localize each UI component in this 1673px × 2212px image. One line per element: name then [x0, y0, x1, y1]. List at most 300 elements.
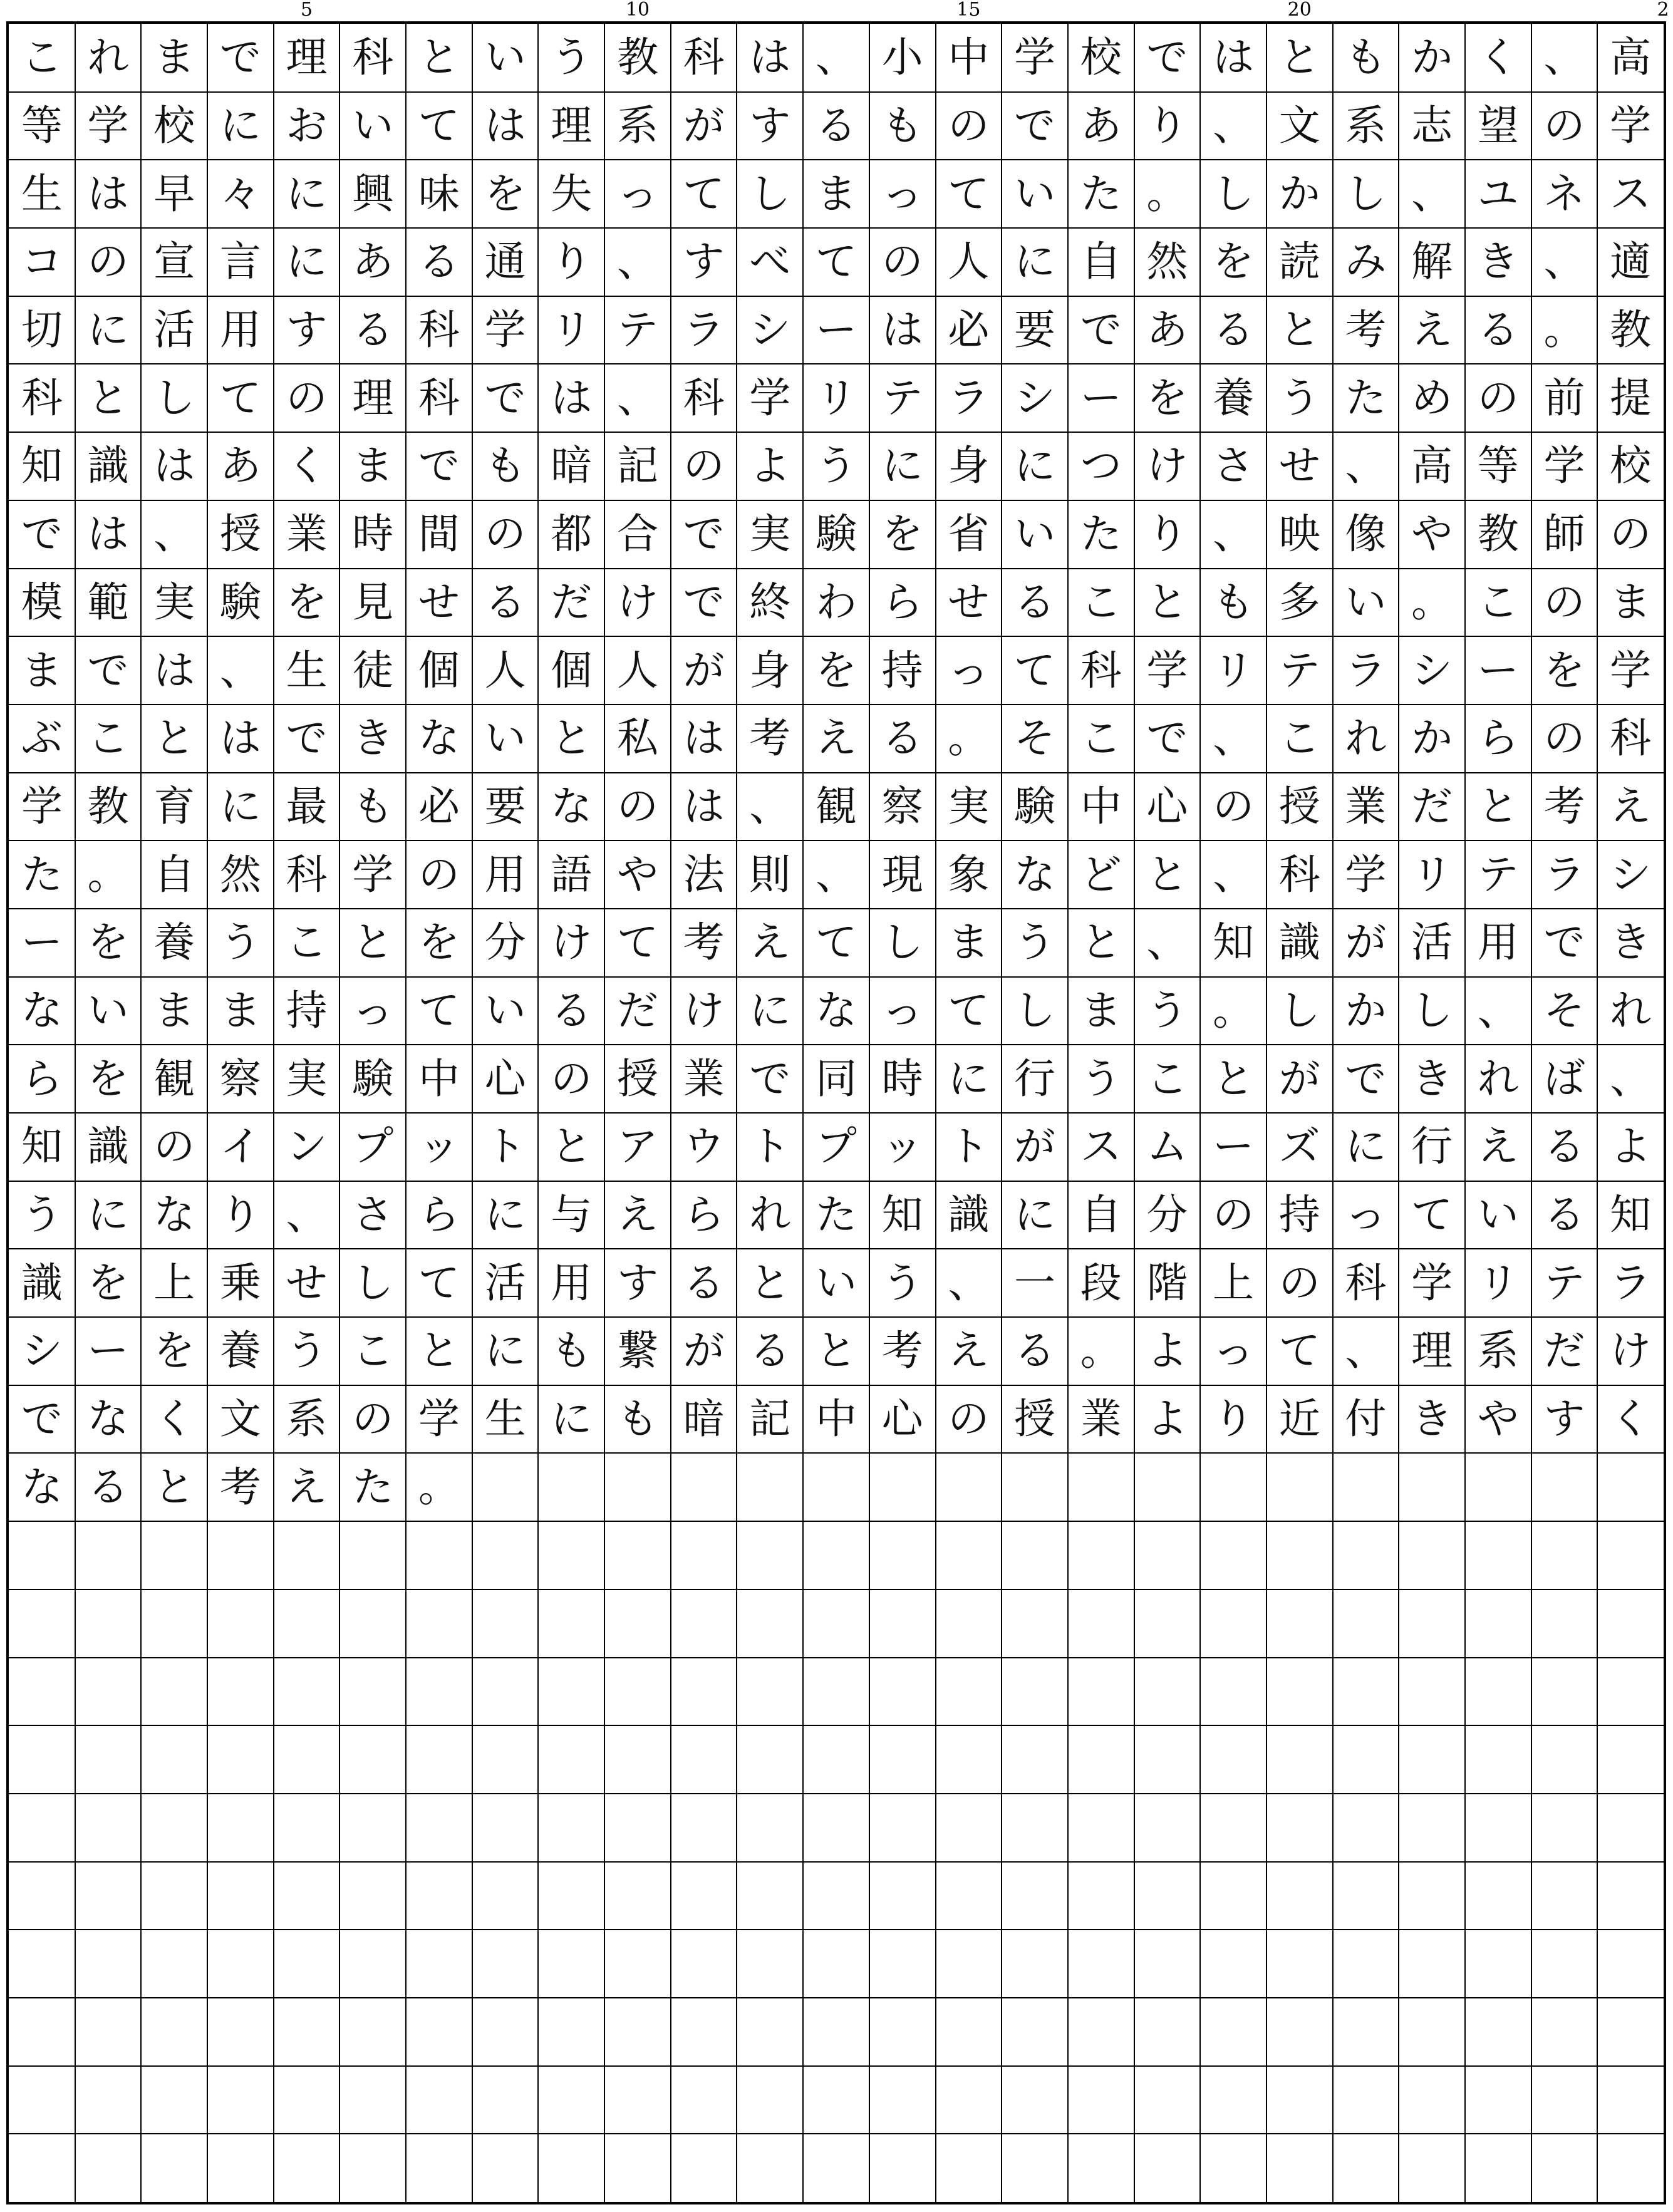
- manuscript-cell-char: に: [286, 169, 328, 218]
- manuscript-cell-char: ら: [683, 1191, 725, 1239]
- manuscript-cell-char: う: [219, 918, 261, 967]
- manuscript-cell-char: 、: [286, 1191, 328, 1239]
- column-number-5: 5: [301, 0, 313, 21]
- manuscript-cell-char: 考: [1345, 306, 1387, 354]
- manuscript-cell-char: こ: [87, 714, 129, 763]
- manuscript-cell-char: に: [219, 101, 261, 150]
- manuscript-cell-char: テ: [616, 306, 658, 354]
- manuscript-cell-char: 識: [87, 442, 129, 490]
- manuscript-cell-char: ー: [21, 918, 63, 967]
- manuscript-cell-char: べ: [749, 237, 791, 286]
- manuscript-cell-char: る: [1213, 306, 1255, 354]
- manuscript-cell-char: た: [1080, 510, 1122, 559]
- manuscript-cell-char: 校: [1610, 442, 1652, 490]
- manuscript-cell-char: 早: [153, 169, 195, 218]
- manuscript-cell-char: 上: [153, 1258, 195, 1307]
- manuscript-cell-char: こ: [1278, 714, 1320, 763]
- manuscript-cell-char: 付: [1345, 1395, 1387, 1444]
- manuscript-cell-char: な: [418, 714, 460, 763]
- manuscript-cell-char: 範: [87, 577, 129, 626]
- manuscript-cell-char: う: [1146, 986, 1188, 1035]
- manuscript-cell-char: い: [1477, 1191, 1519, 1239]
- manuscript-cell-char: で: [1146, 714, 1188, 763]
- manuscript-cell-char: し: [881, 918, 923, 967]
- manuscript-cell-char: ラ: [1543, 850, 1585, 899]
- manuscript-cell-char: 、: [1345, 442, 1387, 490]
- manuscript-cell-char: 法: [683, 850, 725, 899]
- manuscript-cell-char: 、: [1213, 101, 1255, 150]
- manuscript-cell-char: る: [352, 306, 394, 354]
- manuscript-cell-char: 味: [418, 169, 460, 218]
- manuscript-cell-char: 高: [1411, 442, 1453, 490]
- manuscript-cell-char: 人: [616, 646, 658, 695]
- manuscript-cell-char: 合: [616, 510, 658, 559]
- manuscript-cell-char: 行: [1014, 1054, 1056, 1103]
- manuscript-cell-char: 読: [1278, 237, 1320, 286]
- manuscript-cell-char: 養: [219, 1326, 261, 1375]
- manuscript-cell-char: だ: [616, 986, 658, 1035]
- manuscript-cell-char: こ: [21, 33, 63, 82]
- manuscript-cell-char: リ: [551, 306, 593, 354]
- grid-row-line: [9, 1657, 1664, 1658]
- manuscript-cell-char: た: [1080, 169, 1122, 218]
- manuscript-cell-char: み: [1345, 237, 1387, 286]
- manuscript-cell-char: る: [1477, 306, 1519, 354]
- manuscript-cell-char: こ: [1080, 577, 1122, 626]
- manuscript-cell-char: は: [881, 306, 923, 354]
- manuscript-cell-char: に: [881, 442, 923, 490]
- manuscript-cell-char: 然: [219, 850, 261, 899]
- manuscript-cell-char: い: [1014, 510, 1056, 559]
- manuscript-cell-char: ス: [1080, 1122, 1122, 1171]
- manuscript-cell-char: 実: [153, 577, 195, 626]
- manuscript-cell-char: 識: [87, 1122, 129, 1171]
- manuscript-cell-char: が: [1345, 918, 1387, 967]
- manuscript-cell-char: ラ: [1610, 1258, 1652, 1307]
- column-number-20: 20: [1287, 0, 1312, 21]
- manuscript-cell-char: と: [1213, 1054, 1255, 1103]
- manuscript-cell-char: ト: [749, 1122, 791, 1171]
- manuscript-cell-char: 段: [1080, 1258, 1122, 1307]
- manuscript-cell-char: で: [418, 442, 460, 490]
- manuscript-cell-char: 文: [219, 1395, 261, 1444]
- manuscript-cell-char: 、: [1477, 986, 1519, 1035]
- manuscript-cell-char: と: [1477, 782, 1519, 830]
- manuscript-cell-char: ー: [815, 306, 857, 354]
- manuscript-cell-char: と: [1146, 577, 1188, 626]
- manuscript-cell-char: ま: [153, 986, 195, 1035]
- manuscript-cell-char: リ: [1411, 850, 1453, 899]
- manuscript-cell-char: 校: [1080, 33, 1122, 82]
- manuscript-cell-char: ら: [21, 1054, 63, 1103]
- manuscript-cell-char: た: [352, 1462, 394, 1511]
- manuscript-cell-char: 学: [1543, 442, 1585, 490]
- manuscript-cell-char: 識: [1278, 918, 1320, 967]
- manuscript-cell-char: 。: [948, 714, 990, 763]
- manuscript-cell-char: ま: [21, 646, 63, 695]
- manuscript-cell-char: 人: [948, 237, 990, 286]
- manuscript-cell-char: 実: [948, 782, 990, 830]
- manuscript-cell-char: と: [153, 714, 195, 763]
- manuscript-cell-char: 中: [418, 1054, 460, 1103]
- manuscript-cell-char: い: [484, 33, 526, 82]
- manuscript-cell-char: 心: [484, 1054, 526, 1103]
- manuscript-cell-char: を: [87, 918, 129, 967]
- genkou-grid: [6, 21, 1666, 2204]
- manuscript-cell-char: 行: [1411, 1122, 1453, 1171]
- manuscript-cell-char: 則: [749, 850, 791, 899]
- manuscript-cell-char: な: [153, 1191, 195, 1239]
- manuscript-cell-char: こ: [1080, 714, 1122, 763]
- manuscript-cell-char: 学: [21, 782, 63, 830]
- manuscript-cell-char: け: [616, 577, 658, 626]
- manuscript-cell-char: や: [616, 850, 658, 899]
- manuscript-cell-char: を: [484, 169, 526, 218]
- manuscript-cell-char: き: [1477, 237, 1519, 286]
- manuscript-cell-char: 最: [286, 782, 328, 830]
- manuscript-cell-char: 心: [1146, 782, 1188, 830]
- manuscript-cell-char: 終: [749, 577, 791, 626]
- manuscript-cell-char: 察: [219, 1054, 261, 1103]
- manuscript-cell-char: す: [286, 306, 328, 354]
- manuscript-cell-char: に: [1014, 237, 1056, 286]
- manuscript-cell-char: 知: [1610, 1191, 1652, 1239]
- manuscript-cell-char: 、: [1610, 1054, 1652, 1103]
- manuscript-cell-char: 学: [1610, 101, 1652, 150]
- manuscript-cell-char: 要: [484, 782, 526, 830]
- manuscript-cell-char: 個: [551, 646, 593, 695]
- manuscript-cell-char: な: [551, 782, 593, 830]
- manuscript-cell-char: 省: [948, 510, 990, 559]
- manuscript-cell-char: ば: [1543, 1054, 1585, 1103]
- manuscript-cell-char: く: [153, 1395, 195, 1444]
- manuscript-cell-char: 小: [881, 33, 923, 82]
- manuscript-cell-char: え: [948, 1326, 990, 1375]
- manuscript-cell-char: え: [1411, 306, 1453, 354]
- manuscript-cell-char: り: [1146, 510, 1188, 559]
- manuscript-cell-char: と: [1278, 33, 1320, 82]
- manuscript-cell-char: の: [87, 237, 129, 286]
- manuscript-cell-char: う: [1278, 373, 1320, 422]
- manuscript-cell-char: つ: [1080, 442, 1122, 490]
- manuscript-cell-char: 科: [683, 373, 725, 422]
- manuscript-cell-char: ト: [948, 1122, 990, 1171]
- manuscript-cell-char: る: [683, 1258, 725, 1307]
- manuscript-cell-char: 活: [1411, 918, 1453, 967]
- manuscript-cell-char: う: [21, 1191, 63, 1239]
- column-number-10: 10: [625, 0, 650, 21]
- manuscript-cell-char: 学: [1411, 1258, 1453, 1307]
- manuscript-cell-char: が: [1014, 1122, 1056, 1171]
- manuscript-cell-char: で: [683, 577, 725, 626]
- manuscript-cell-char: て: [219, 373, 261, 422]
- manuscript-cell-char: だ: [551, 577, 593, 626]
- manuscript-cell-char: 提: [1610, 373, 1652, 422]
- manuscript-cell-char: な: [21, 1462, 63, 1511]
- manuscript-cell-char: て: [815, 918, 857, 967]
- manuscript-cell-char: い: [1345, 577, 1387, 626]
- manuscript-cell-char: 科: [1278, 850, 1320, 899]
- manuscript-cell-char: ズ: [1278, 1122, 1320, 1171]
- manuscript-cell-char: よ: [749, 442, 791, 490]
- manuscript-cell-char: 知: [21, 442, 63, 490]
- manuscript-cell-char: の: [1278, 1258, 1320, 1307]
- manuscript-cell-char: や: [1411, 510, 1453, 559]
- manuscript-cell-char: の: [352, 1395, 394, 1444]
- manuscript-cell-char: 科: [286, 850, 328, 899]
- manuscript-cell-char: テ: [881, 373, 923, 422]
- manuscript-cell-char: 失: [551, 169, 593, 218]
- manuscript-cell-char: て: [418, 986, 460, 1035]
- manuscript-cell-char: う: [286, 1326, 328, 1375]
- manuscript-cell-char: 学: [484, 306, 526, 354]
- manuscript-cell-char: 、: [219, 646, 261, 695]
- manuscript-cell-char: り: [551, 237, 593, 286]
- manuscript-cell-char: ッ: [881, 1122, 923, 1171]
- manuscript-cell-char: わ: [815, 577, 857, 626]
- manuscript-cell-char: 学: [749, 373, 791, 422]
- grid-row-line: [9, 1929, 1664, 1930]
- manuscript-cell-char: プ: [352, 1122, 394, 1171]
- manuscript-cell-char: 、: [948, 1258, 990, 1307]
- manuscript-cell-char: な: [815, 986, 857, 1035]
- manuscript-cell-char: も: [616, 1395, 658, 1444]
- manuscript-cell-char: て: [616, 918, 658, 967]
- manuscript-cell-char: 。: [418, 1462, 460, 1511]
- manuscript-cell-char: る: [87, 1462, 129, 1511]
- manuscript-cell-char: シ: [1014, 373, 1056, 422]
- manuscript-cell-char: っ: [616, 169, 658, 218]
- manuscript-cell-char: 、: [1213, 850, 1255, 899]
- manuscript-cell-char: プ: [815, 1122, 857, 1171]
- manuscript-cell-char: て: [418, 1258, 460, 1307]
- manuscript-cell-char: 業: [1345, 782, 1387, 830]
- manuscript-cell-char: 、: [815, 33, 857, 82]
- manuscript-cell-char: 記: [749, 1395, 791, 1444]
- manuscript-cell-char: 切: [21, 306, 63, 354]
- manuscript-cell-char: ラ: [683, 306, 725, 354]
- manuscript-cell-char: と: [815, 1326, 857, 1375]
- manuscript-cell-char: 自: [1080, 237, 1122, 286]
- manuscript-cell-char: ラ: [1345, 646, 1387, 695]
- manuscript-cell-char: 。: [1080, 1326, 1122, 1375]
- grid-row-line: [9, 1793, 1664, 1794]
- manuscript-cell-char: あ: [352, 237, 394, 286]
- manuscript-cell-char: 身: [749, 646, 791, 695]
- manuscript-cell-char: ら: [881, 577, 923, 626]
- manuscript-cell-char: 分: [484, 918, 526, 967]
- manuscript-cell-char: 中: [1080, 782, 1122, 830]
- manuscript-cell-char: の: [1543, 577, 1585, 626]
- manuscript-cell-char: る: [1543, 1191, 1585, 1239]
- manuscript-cell-char: は: [87, 510, 129, 559]
- manuscript-cell-char: 系: [286, 1395, 328, 1444]
- manuscript-cell-char: 言: [219, 237, 261, 286]
- manuscript-cell-char: の: [1543, 101, 1585, 150]
- manuscript-cell-char: は: [749, 33, 791, 82]
- manuscript-cell-char: 、: [1345, 1326, 1387, 1375]
- manuscript-cell-char: し: [153, 373, 195, 422]
- manuscript-cell-char: 験: [815, 510, 857, 559]
- manuscript-cell-char: と: [153, 1462, 195, 1511]
- manuscript-cell-char: で: [1345, 1054, 1387, 1103]
- manuscript-cell-char: っ: [881, 986, 923, 1035]
- manuscript-cell-char: ま: [815, 169, 857, 218]
- manuscript-cell-char: ム: [1146, 1122, 1188, 1171]
- manuscript-cell-char: 。: [1543, 306, 1585, 354]
- manuscript-cell-char: 授: [616, 1054, 658, 1103]
- manuscript-cell-char: く: [1477, 33, 1519, 82]
- manuscript-cell-char: 用: [1477, 918, 1519, 967]
- manuscript-cell-char: さ: [1213, 442, 1255, 490]
- manuscript-cell-char: る: [881, 714, 923, 763]
- manuscript-cell-char: 科: [21, 373, 63, 422]
- manuscript-cell-char: え: [1610, 782, 1652, 830]
- manuscript-cell-char: は: [484, 101, 526, 150]
- manuscript-cell-char: ユ: [1477, 169, 1519, 218]
- manuscript-cell-char: の: [1543, 714, 1585, 763]
- manuscript-cell-char: 等: [1477, 442, 1519, 490]
- manuscript-cell-char: も: [484, 442, 526, 490]
- manuscript-cell-char: 活: [484, 1258, 526, 1307]
- manuscript-cell-char: め: [1411, 373, 1453, 422]
- manuscript-cell-char: 徒: [352, 646, 394, 695]
- manuscript-cell-char: せ: [418, 577, 460, 626]
- manuscript-cell-char: れ: [87, 33, 129, 82]
- manuscript-cell-char: に: [948, 1054, 990, 1103]
- manuscript-cell-char: 科: [1345, 1258, 1387, 1307]
- manuscript-cell-char: は: [683, 782, 725, 830]
- manuscript-cell-char: 用: [219, 306, 261, 354]
- manuscript-cell-char: を: [881, 510, 923, 559]
- manuscript-cell-char: 、: [1411, 169, 1453, 218]
- manuscript-cell-char: て: [815, 237, 857, 286]
- manuscript-cell-char: と: [749, 1258, 791, 1307]
- manuscript-cell-char: 。: [87, 850, 129, 899]
- manuscript-cell-char: 業: [286, 510, 328, 559]
- manuscript-cell-char: だ: [1411, 782, 1453, 830]
- manuscript-cell-char: 校: [153, 101, 195, 150]
- manuscript-cell-char: と: [418, 1326, 460, 1375]
- manuscript-cell-char: を: [1146, 373, 1188, 422]
- manuscript-cell-char: る: [551, 986, 593, 1035]
- manuscript-cell-char: 、: [1543, 237, 1585, 286]
- manuscript-cell-char: の: [153, 1122, 195, 1171]
- manuscript-cell-char: 必: [418, 782, 460, 830]
- manuscript-cell-char: え: [286, 1462, 328, 1511]
- manuscript-cell-char: と: [551, 1122, 593, 1171]
- manuscript-cell-char: ぶ: [21, 714, 63, 763]
- manuscript-cell-char: れ: [1610, 986, 1652, 1035]
- manuscript-cell-char: の: [881, 237, 923, 286]
- manuscript-cell-char: に: [749, 986, 791, 1035]
- manuscript-cell-char: 、: [616, 237, 658, 286]
- manuscript-cell-char: の: [1213, 782, 1255, 830]
- manuscript-cell-char: を: [418, 918, 460, 967]
- manuscript-cell-char: 学: [1345, 850, 1387, 899]
- manuscript-cell-char: 志: [1411, 101, 1453, 150]
- manuscript-cell-char: 与: [551, 1191, 593, 1239]
- column-number-15: 15: [956, 0, 981, 21]
- manuscript-cell-char: も: [881, 101, 923, 150]
- manuscript-cell-char: の: [418, 850, 460, 899]
- manuscript-cell-char: 生: [286, 646, 328, 695]
- manuscript-cell-char: 、: [749, 782, 791, 830]
- manuscript-cell-char: 科: [352, 33, 394, 82]
- manuscript-cell-char: に: [484, 1191, 526, 1239]
- manuscript-cell-char: い: [484, 986, 526, 1035]
- manuscript-cell-char: 宣: [153, 237, 195, 286]
- manuscript-cell-char: 教: [1477, 510, 1519, 559]
- manuscript-cell-char: れ: [1345, 714, 1387, 763]
- manuscript-cell-char: で: [749, 1054, 791, 1103]
- manuscript-cell-char: な: [1014, 850, 1056, 899]
- manuscript-cell-char: 知: [1213, 918, 1255, 967]
- manuscript-cell-char: を: [815, 646, 857, 695]
- manuscript-cell-char: と: [87, 373, 129, 422]
- manuscript-cell-char: き: [352, 714, 394, 763]
- manuscript-cell-char: る: [815, 101, 857, 150]
- manuscript-cell-char: に: [87, 1191, 129, 1239]
- manuscript-cell-char: 知: [881, 1191, 923, 1239]
- manuscript-cell-char: 教: [616, 33, 658, 82]
- manuscript-cell-char: さ: [352, 1191, 394, 1239]
- manuscript-cell-char: っ: [948, 646, 990, 695]
- manuscript-cell-char: 等: [21, 101, 63, 150]
- manuscript-cell-char: る: [484, 577, 526, 626]
- manuscript-cell-char: が: [683, 1326, 725, 1375]
- manuscript-cell-char: ー: [87, 1326, 129, 1375]
- manuscript-cell-char: よ: [1146, 1326, 1188, 1375]
- manuscript-cell-char: シ: [21, 1326, 63, 1375]
- manuscript-cell-char: い: [815, 1258, 857, 1307]
- manuscript-cell-char: 考: [881, 1326, 923, 1375]
- manuscript-cell-char: 繋: [616, 1326, 658, 1375]
- manuscript-cell-char: 。: [1146, 169, 1188, 218]
- manuscript-cell-char: い: [1014, 169, 1056, 218]
- manuscript-cell-char: に: [551, 1395, 593, 1444]
- manuscript-cell-char: も: [551, 1326, 593, 1375]
- manuscript-cell-char: 。: [1213, 986, 1255, 1035]
- manuscript-cell-char: 分: [1146, 1191, 1188, 1239]
- manuscript-cell-char: 望: [1477, 101, 1519, 150]
- manuscript-cell-char: る: [418, 237, 460, 286]
- manuscript-cell-char: で: [1080, 306, 1122, 354]
- manuscript-cell-char: 持: [881, 646, 923, 695]
- manuscript-cell-char: 現: [881, 850, 923, 899]
- manuscript-cell-char: け: [683, 986, 725, 1035]
- manuscript-cell-char: 要: [1014, 306, 1056, 354]
- manuscript-cell-char: う: [815, 442, 857, 490]
- manuscript-cell-char: と: [551, 714, 593, 763]
- manuscript-cell-char: し: [1014, 986, 1056, 1035]
- manuscript-cell-char: テ: [1477, 850, 1519, 899]
- manuscript-cell-char: り: [1213, 1395, 1255, 1444]
- manuscript-cell-char: と: [1146, 850, 1188, 899]
- manuscript-cell-char: ー: [1213, 1122, 1255, 1171]
- manuscript-cell-char: は: [87, 169, 129, 218]
- manuscript-cell-char: 察: [881, 782, 923, 830]
- manuscript-cell-char: 師: [1543, 510, 1585, 559]
- manuscript-cell-char: 見: [352, 577, 394, 626]
- manuscript-cell-char: る: [749, 1326, 791, 1375]
- manuscript-cell-char: 通: [484, 237, 526, 286]
- manuscript-cell-char: っ: [881, 169, 923, 218]
- manuscript-cell-char: 時: [881, 1054, 923, 1103]
- manuscript-cell-char: シ: [749, 306, 791, 354]
- manuscript-cell-char: 像: [1345, 510, 1387, 559]
- manuscript-cell-char: 模: [21, 577, 63, 626]
